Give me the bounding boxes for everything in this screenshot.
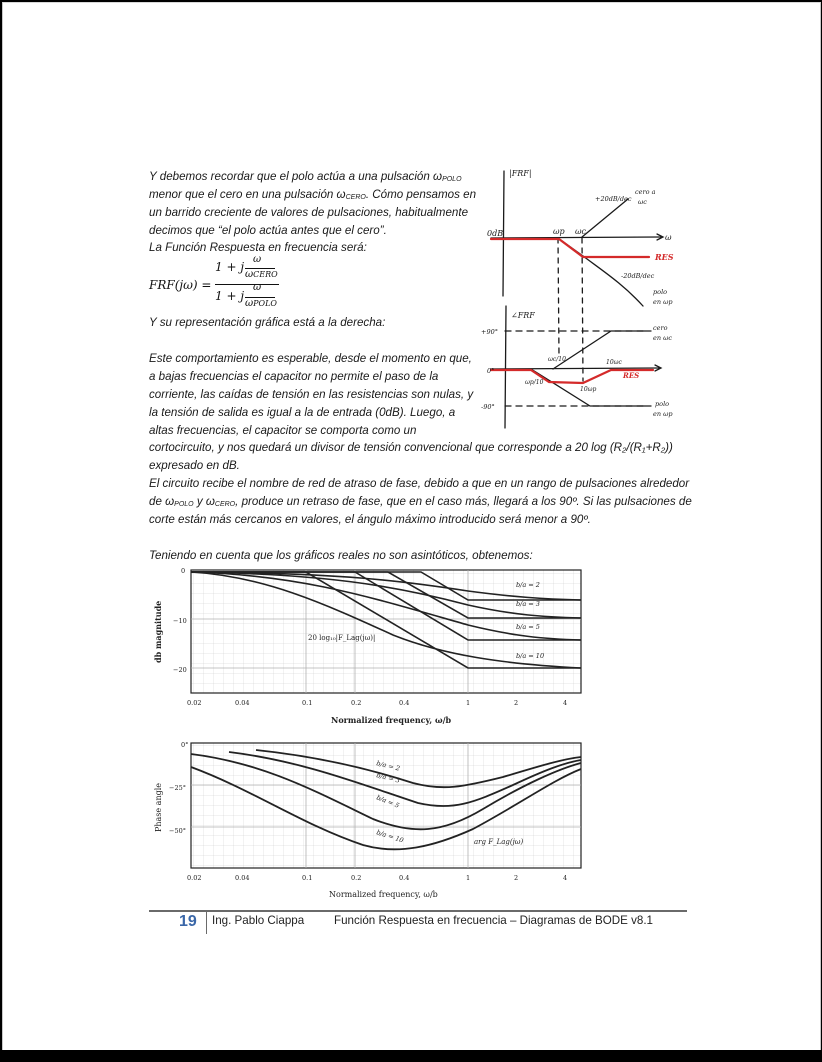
svg-text:0.02: 0.02 (187, 874, 202, 882)
svg-text:0.2: 0.2 (351, 699, 362, 707)
db-label: 0dB (487, 229, 504, 238)
footer-title: Función Respuesta en frecuencia – Diagramas de BODE v8.1 (334, 914, 653, 927)
svg-text:0.1: 0.1 (302, 874, 313, 882)
res-label: RES (655, 252, 674, 262)
footer-author: Ing. Pablo Ciappa (212, 914, 305, 927)
x-axis-label: Normalized frequency, ω/b (329, 890, 438, 899)
svg-text:-90°: -90° (481, 403, 495, 411)
svg-text:0.1: 0.1 (302, 699, 313, 707)
phase-axis-label: ∠FRF (511, 311, 535, 320)
paragraph-line: Este comportamiento es esperable, desde el momento en que, (149, 352, 472, 365)
svg-text:b/a = 3: b/a = 3 (516, 600, 540, 608)
svg-text:1: 1 (466, 874, 471, 882)
svg-text:0: 0 (181, 567, 186, 575)
svg-text:ωc/10: ωc/10 (548, 356, 566, 363)
den-omega-polo: ωPOLO (245, 298, 277, 309)
svg-text:b/a = 2: b/a = 2 (516, 581, 540, 589)
footer-divider (149, 910, 687, 912)
svg-text:ωp/10: ωp/10 (525, 379, 544, 386)
svg-text:−25°: −25° (169, 784, 186, 792)
svg-text:0.4: 0.4 (399, 874, 410, 882)
page-number: 19 (179, 913, 197, 930)
svg-text:0.04: 0.04 (235, 874, 250, 882)
svg-text:b/a = 10: b/a = 10 (375, 828, 405, 845)
x-axis-label: Normalized frequency, ω/b (331, 715, 452, 725)
svg-text:2: 2 (514, 699, 519, 707)
polo-label: polo (653, 288, 668, 296)
cero-label: cero a (635, 188, 656, 196)
minus20-label: -20dB/dec (621, 272, 655, 280)
paragraph-line: la tensión de salida es igual a la de entrada (0dB). Luego, a (149, 406, 456, 419)
paragraph-line: de ωPOLO y ωCERO, produce un retraso de fase, que en el caso más, llegará a los 90º. Si las pulsaciones de (149, 495, 692, 508)
paragraph-line: Teniendo en cuenta que los gráficos reales no son asintóticos, obtenemos: (149, 549, 533, 562)
svg-text:−20: −20 (173, 666, 187, 674)
wc-label: ωc (575, 227, 587, 236)
paragraph-line: expresado en dB. (149, 459, 240, 472)
svg-text:b/a = 5: b/a = 5 (516, 623, 540, 631)
paragraph-line: corte están más cercanos en valores, el ángulo máximo introducido será menor a 90º. (149, 513, 591, 526)
num-omega-cero: ωCERO (245, 269, 278, 280)
paragraph-line: a bajas frecuencias el capacitor no permite el paso de la (149, 370, 439, 383)
svg-text:0°: 0° (487, 367, 495, 375)
numerator-prefix: 1 + j (215, 260, 245, 274)
svg-text:1: 1 (466, 699, 471, 707)
svg-text:b/a = 5: b/a = 5 (375, 793, 401, 810)
svg-text:b/a = 2: b/a = 2 (375, 759, 401, 773)
den-omega: ω (253, 282, 262, 293)
main-fraction-bar (215, 284, 279, 285)
hand-drawn-bode-sketch (473, 166, 693, 431)
document-page (2, 2, 821, 1050)
svg-text:b/a = 3: b/a = 3 (375, 771, 401, 785)
svg-text:−50°: −50° (169, 827, 186, 835)
svg-text:+90°: +90° (481, 328, 498, 336)
svg-text:b/a = 10: b/a = 10 (516, 652, 545, 660)
phase-chart (143, 735, 593, 905)
omega-label: ω (665, 233, 672, 242)
svg-text:en ωp: en ωp (653, 410, 673, 418)
svg-text:0°: 0° (181, 741, 189, 749)
mag-axis-label: |FRF| (509, 169, 532, 178)
svg-text:polo: polo (655, 400, 670, 408)
frf-formula (149, 254, 309, 317)
svg-text:cero: cero (653, 324, 668, 332)
svg-text:ωc: ωc (638, 198, 647, 206)
paragraph-line: La Función Respuesta en frecuencia será: (149, 241, 367, 254)
paragraph-line: menor que el cero en una pulsación ωCERO. Cómo pensamos en (149, 188, 477, 201)
svg-text:4: 4 (563, 874, 568, 882)
paragraph-line: Y debemos recordar que el polo actúa a una pulsación ωPOLO (149, 170, 462, 183)
num-omega: ω (253, 254, 262, 265)
paragraph-line: decimos que “el polo actúa antes que el cero”. (149, 224, 387, 237)
paragraph-line: Y su representación gráfica está a la derecha: (149, 316, 386, 329)
svg-text:2: 2 (514, 874, 519, 882)
phase-annotation: arg F_Lag(jω) (474, 838, 524, 846)
svg-text:en ωc: en ωc (653, 334, 673, 342)
paragraph-line: El circuito recibe el nombre de red de atraso de fase, debido a que en un rango de pulsaciones alrededor (149, 477, 690, 490)
paragraph-line: cortocircuito, y nos quedará un divisor de tensión convencional que corresponde a 20 log (R₂/(R₁+R₂)) (149, 441, 673, 454)
svg-text:10ωp: 10ωp (580, 386, 597, 393)
y-axis-label: Phase angle (154, 782, 163, 832)
wp-label: ωp (553, 227, 565, 236)
svg-text:0.4: 0.4 (399, 699, 410, 707)
magnitude-annotation: 20 log₁₀|F_Lag(jω)| (308, 634, 376, 642)
magnitude-chart (143, 563, 593, 733)
plus20-label: +20dB/dec (595, 195, 632, 203)
paragraph-line: altas frecuencias, el capacitor se comporta como un (149, 424, 417, 437)
svg-text:−10: −10 (173, 617, 187, 625)
paragraph-line: un barrido creciente de valores de pulsaciones, habitualmente (149, 206, 469, 219)
paragraph-line: corriente, las caídas de tensión en las resistencias son nulas, y (149, 388, 474, 401)
svg-text:0.02: 0.02 (187, 699, 202, 707)
formula-lhs: FRF(jω) = (149, 278, 212, 292)
svg-text:0.2: 0.2 (351, 874, 362, 882)
svg-text:en ωp: en ωp (653, 298, 673, 306)
y-axis-label: db magnitude (153, 600, 163, 663)
denominator-prefix: 1 + j (215, 289, 245, 303)
svg-text:10ωc: 10ωc (606, 359, 622, 366)
svg-text:RES: RES (623, 371, 640, 380)
svg-text:4: 4 (563, 699, 568, 707)
footer-separator (206, 912, 207, 934)
svg-text:0.04: 0.04 (235, 699, 250, 707)
